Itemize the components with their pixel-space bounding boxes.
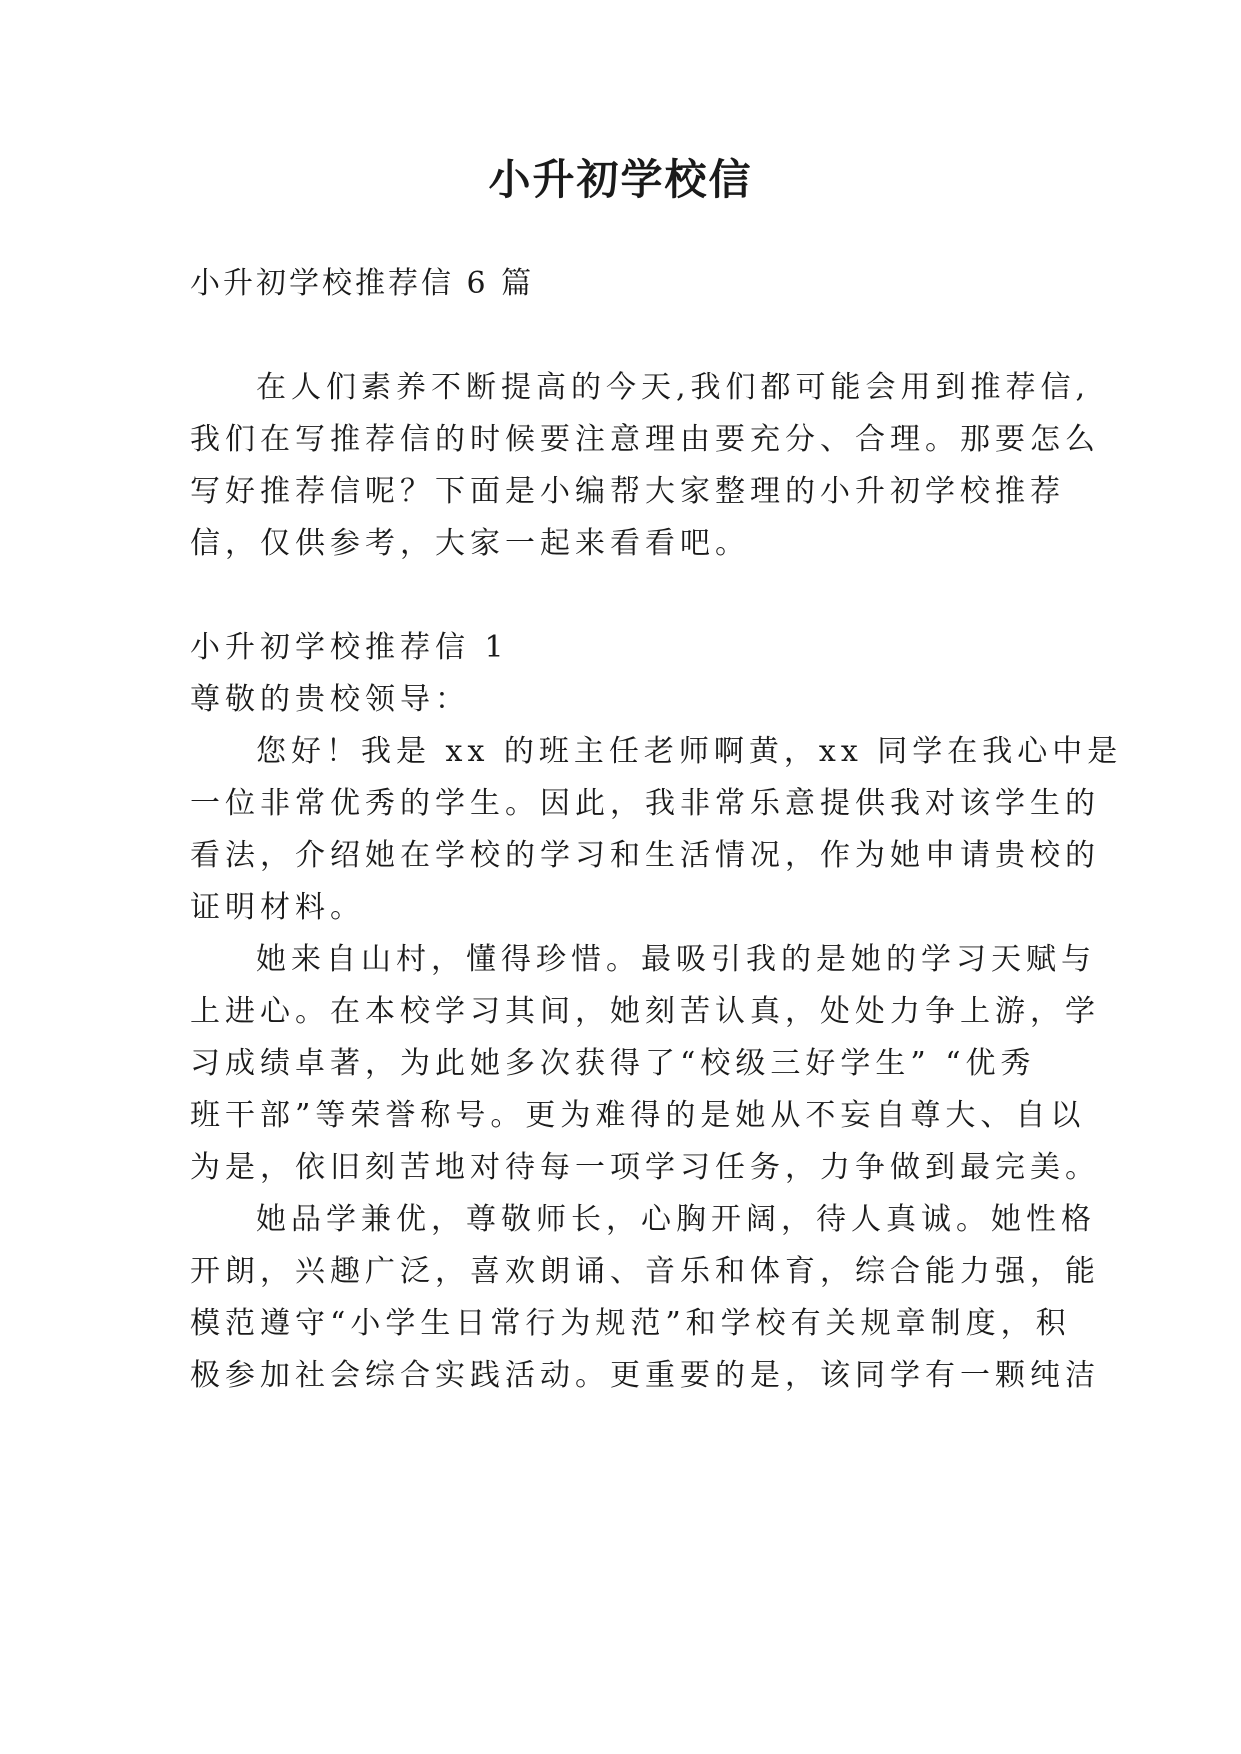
paragraph-line: 上进心。在本校学习其间，她刻苦认真，处处力争上游，学 — [190, 994, 1100, 1029]
paragraph-line: 模范遵守“小学生日常行为规范”和学校有关规章制度，积 — [190, 1306, 1071, 1341]
paragraph-line: 看法，介绍她在学校的学习和生活情况，作为她申请贵校的 — [190, 838, 1100, 873]
intro-line: 在人们素养不断提高的今天,我们都可能会用到推荐信, — [256, 370, 1091, 405]
paragraph-line: 极参加社会综合实践活动。更重要的是，该同学有一颗纯洁 — [190, 1358, 1100, 1393]
intro-line: 写好推荐信呢？下面是小编帮大家整理的小升初学校推荐 — [190, 474, 1065, 509]
paragraph-line: 习成绩卓著，为此她多次获得了“校级三好学生” “优秀 — [190, 1046, 1036, 1081]
paragraph-line: 她品学兼优，尊敬师长，心胸开阔，待人真诚。她性格 — [256, 1202, 1096, 1237]
intro-line: 我们在写推荐信的时候要注意理由要充分、合理。那要怎么 — [190, 422, 1100, 457]
document-subtitle: 小升初学校推荐信 6 篇 — [190, 266, 535, 301]
paragraph-line: 开朗，兴趣广泛，喜欢朗诵、音乐和体育，综合能力强，能 — [190, 1254, 1100, 1289]
paragraph-line: 为是，依旧刻苦地对待每一项学习任务，力争做到最完美。 — [190, 1150, 1100, 1185]
letter-heading: 小升初学校推荐信 1 — [190, 630, 509, 665]
paragraph-line: 证明材料。 — [190, 890, 365, 925]
letter-salutation: 尊敬的贵校领导： — [190, 682, 470, 717]
paragraph-line: 班干部”等荣誉称号。更为难得的是她从不妄自尊大、自以 — [190, 1098, 1086, 1133]
paragraph-line: 她来自山村，懂得珍惜。最吸引我的是她的学习天赋与 — [256, 942, 1096, 977]
paragraph-line: 一位非常优秀的学生。因此，我非常乐意提供我对该学生的 — [190, 786, 1100, 821]
intro-line: 信，仅供参考，大家一起来看看吧。 — [190, 526, 750, 561]
document-title: 小升初学校信 — [488, 155, 753, 204]
paragraph-line: 您好！我是 xx 的班主任老师啊黄，xx 同学在我心中是 — [256, 734, 1123, 769]
